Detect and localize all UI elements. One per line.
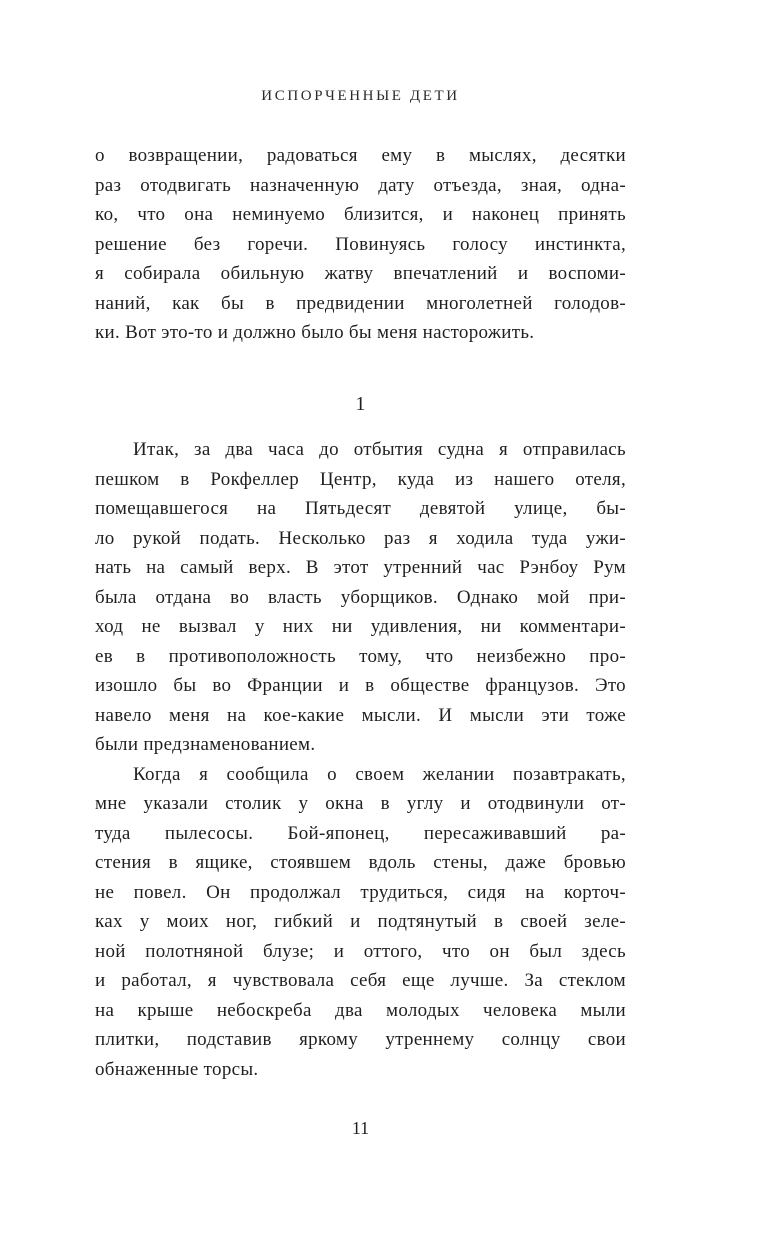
paragraph	[95, 435, 626, 760]
text-line: мне указали столик у окна в углу и отодвинули от-	[95, 793, 626, 814]
text-line: плитки, подставив яркому утреннему солнцу свои	[95, 1029, 626, 1050]
text-block	[95, 0, 626, 1084]
text-line: пешком в Рокфеллер Центр, куда из нашего отеля,	[95, 468, 626, 490]
text-line: нать на самый верх. В этот утренний час Рэнбоу Рум	[95, 557, 626, 578]
text-line: изошло бы во Франции и в обществе французов. Это	[95, 675, 626, 696]
text-line: была отдана во власть уборщиков. Однако мой при-	[95, 586, 626, 608]
text-line: ко, что она неминуемо близится, и наконец принять	[95, 204, 626, 225]
text-line: Итак, за два часа до отбытия судна я отправилась	[133, 439, 626, 460]
text-line: ки. Вот это-то и должно было бы меня насторожить.	[95, 322, 535, 343]
text-line: я собирала обильную жатву впечатлений и воспоми-	[95, 263, 626, 284]
text-line: обнаженные торсы.	[95, 1058, 259, 1080]
text-line: ев в противоположность тому, что неизбежно про-	[95, 645, 626, 667]
section-heading: 1	[355, 392, 366, 415]
text-line: помещавшегося на Пятьдесят девятой улице, бы-	[95, 498, 626, 519]
paragraph	[95, 760, 626, 1085]
text-line: ках у моих ног, гибкий и подтянутый в своей зеле-	[95, 911, 626, 932]
text-line: и работал, я чувствовала себя еще лучше. За стеклом	[95, 970, 626, 991]
text-line: были предзнаменованием.	[95, 734, 316, 755]
text-line: раз отодвигать назначенную дату отъезда, зная, одна-	[95, 174, 626, 196]
text-line: навело меня на кое-какие мысли. И мысли эти тоже	[95, 704, 626, 726]
text-line: наний, как бы в предвидении многолетней голодов-	[95, 292, 626, 314]
running-head: ИСПОРЧЕННЫЕ ДЕТИ	[261, 88, 460, 104]
text-line: решение без горечи. Повинуясь голосу инстинкта,	[95, 233, 626, 255]
text-line: ной полотняной блузе; и оттого, что он был здесь	[95, 940, 626, 962]
text-line: о возвращении, радоваться ему в мыслях, десятки	[95, 145, 626, 166]
text-line: не повел. Он продолжал трудиться, сидя на корточ-	[95, 881, 626, 903]
page-number: 11	[351, 1118, 370, 1138]
text-line: Когда я сообщила о своем желании позавтракать,	[133, 763, 626, 785]
text-line: ло рукой подать. Несколько раз я ходила туда ужи-	[95, 527, 626, 549]
text-line: туда пылесосы. Бой-японец, пересаживавший ра-	[95, 822, 626, 844]
body-text	[95, 141, 626, 1084]
text-line: на крыше небоскреба два молодых человека мыли	[95, 999, 626, 1021]
text-line: стения в ящике, стоявшем вдоль стены, даже бровью	[95, 852, 626, 873]
text-line: ход не вызвал у них ни удивления, ни комментари-	[95, 616, 626, 637]
paragraph	[95, 141, 626, 348]
